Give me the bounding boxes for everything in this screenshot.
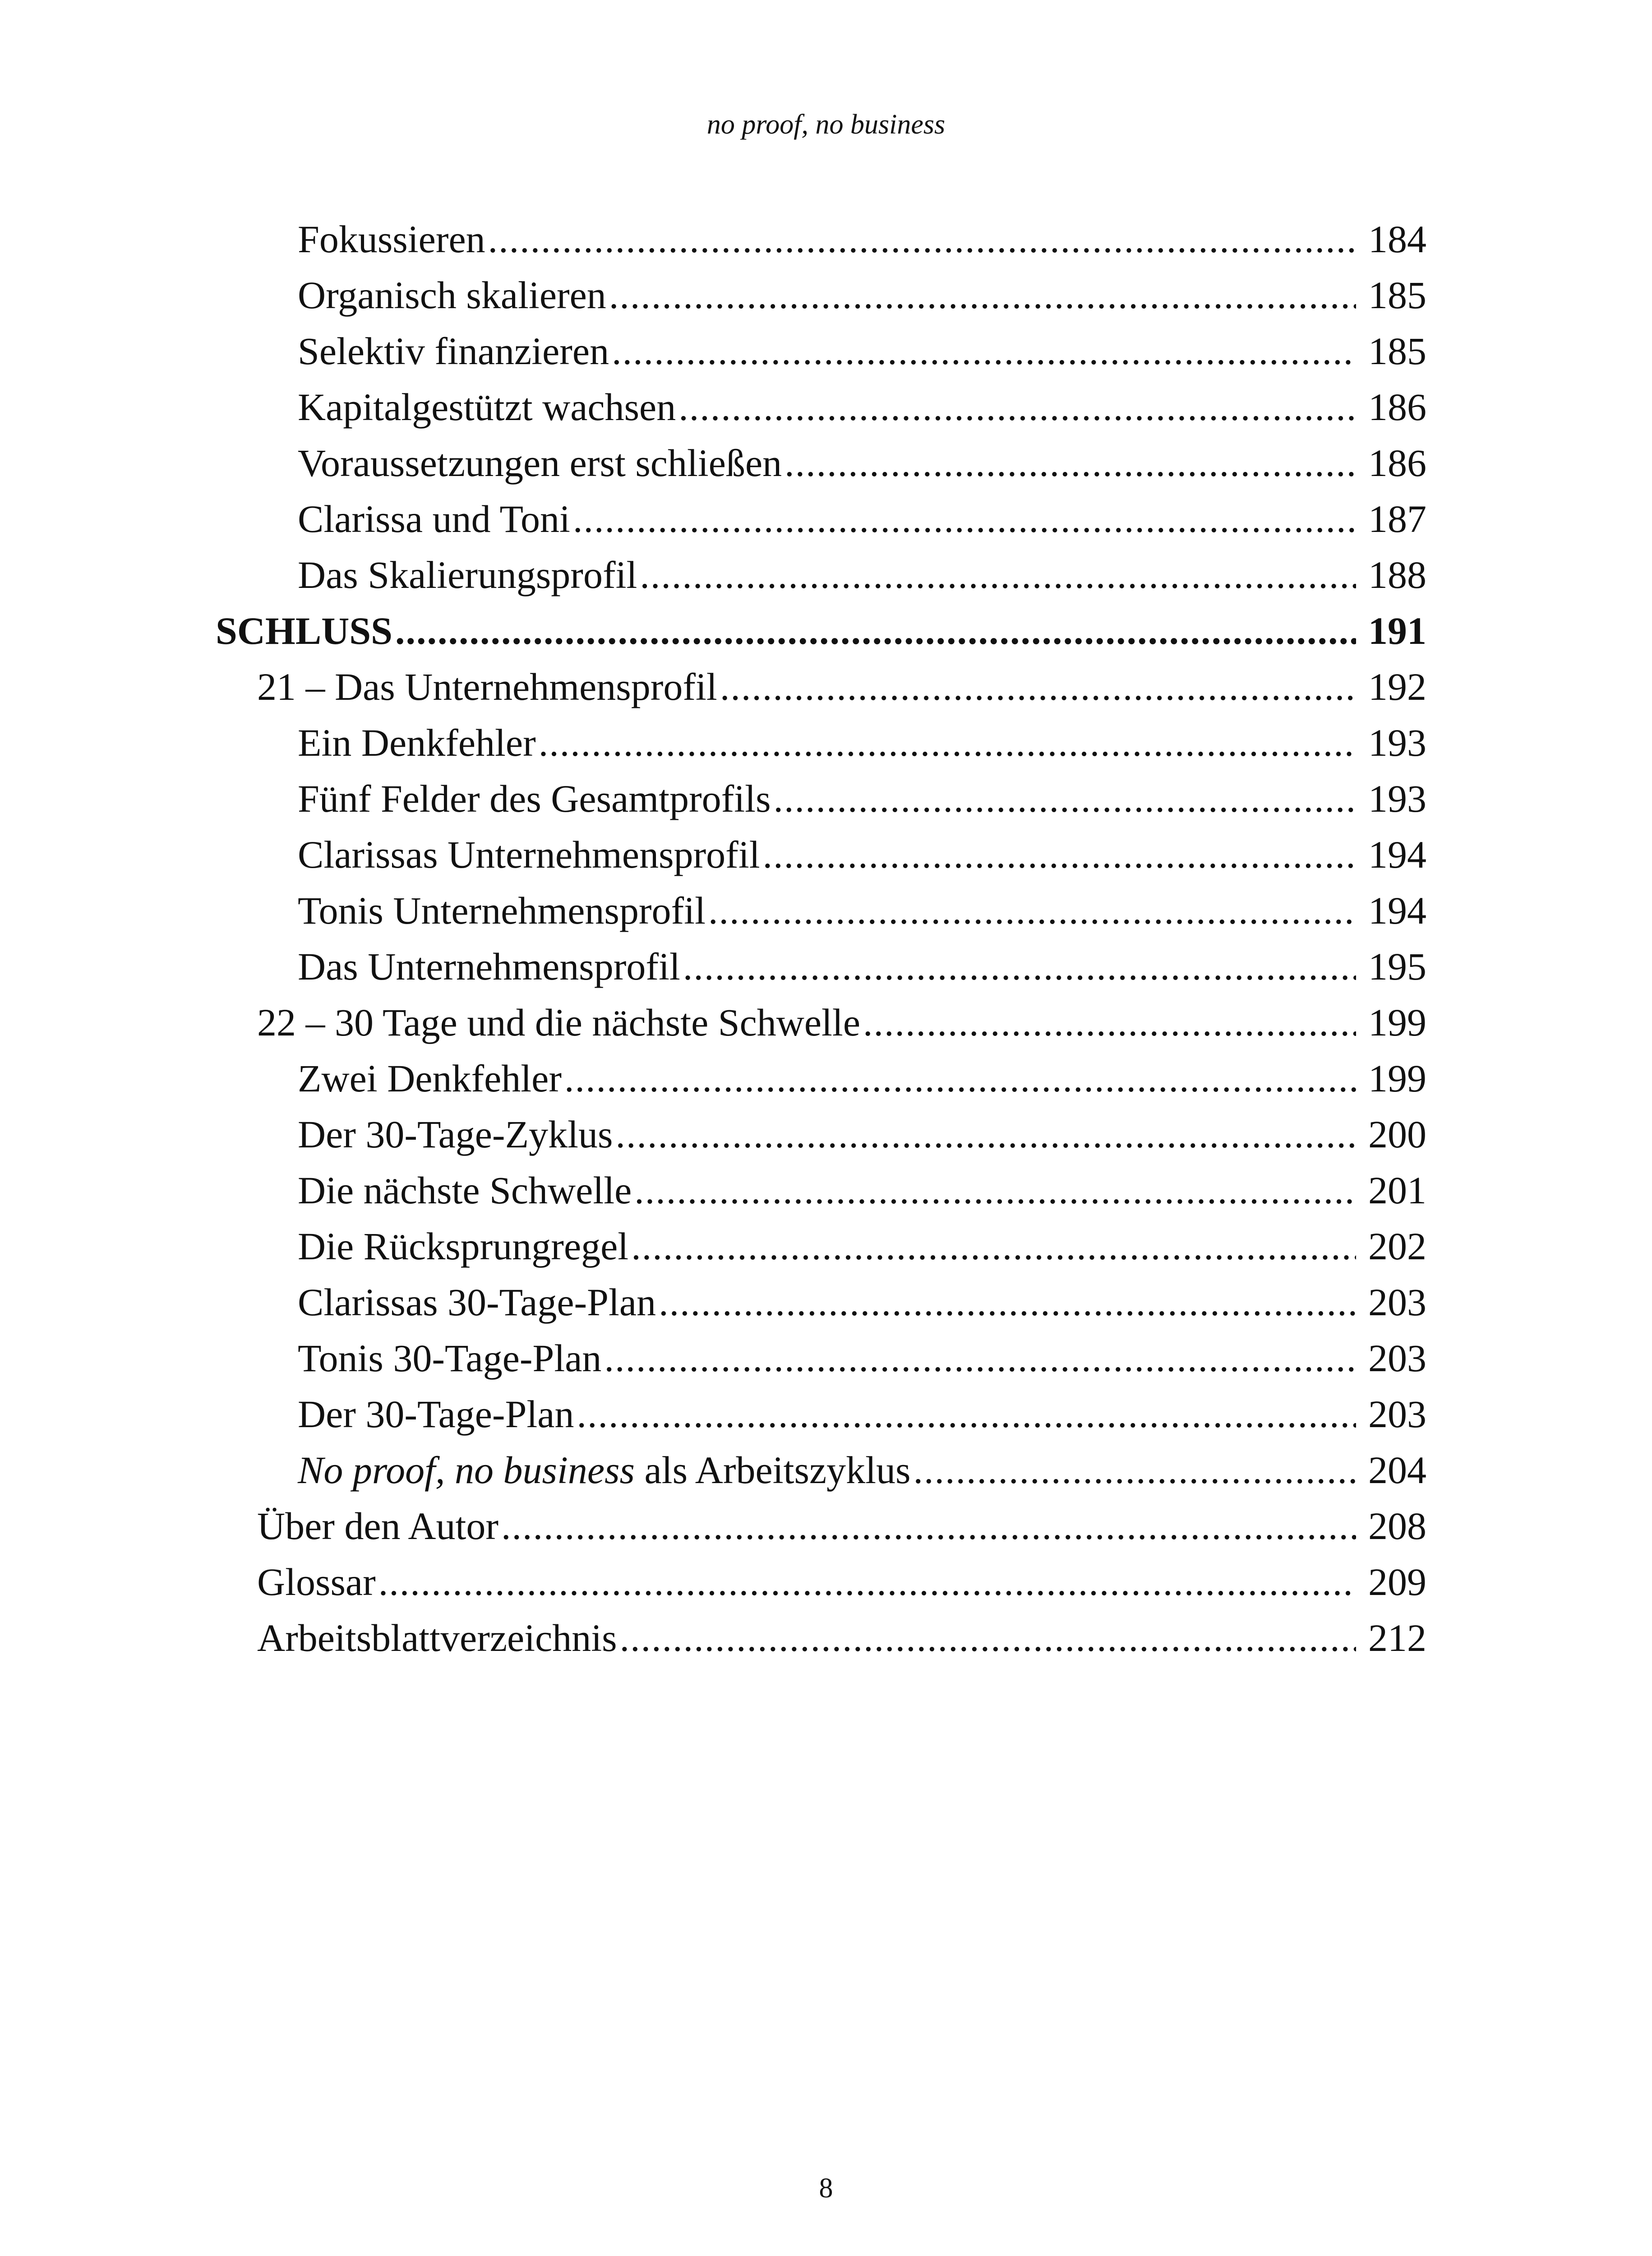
toc-entry[interactable] xyxy=(0,1610,1652,1666)
toc-entry-page: 192 xyxy=(1368,665,1426,708)
toc-entry-page: 184 xyxy=(1368,217,1426,261)
toc-entry-title: Tonis Unternehmensprofil xyxy=(298,889,706,932)
toc-entry-page: 188 xyxy=(1368,553,1426,596)
toc-entry[interactable] xyxy=(0,994,1652,1050)
dot-leader xyxy=(539,715,1356,771)
toc-entry-title: Das Unternehmensprofil xyxy=(298,945,680,988)
toc-entry[interactable] xyxy=(0,938,1652,994)
toc-entry[interactable] xyxy=(0,1106,1652,1162)
toc-entry-title: Voraussetzungen erst schließen xyxy=(298,441,782,485)
toc-entry[interactable] xyxy=(0,1498,1652,1554)
toc-entry-title: Fünf Felder des Gesamtprofils xyxy=(298,777,771,820)
dot-leader xyxy=(640,547,1356,603)
toc-entry-page: 185 xyxy=(1368,329,1426,373)
dot-leader xyxy=(488,211,1356,267)
toc-entry-page: 200 xyxy=(1368,1113,1426,1156)
toc-entry-page: 203 xyxy=(1368,1336,1426,1380)
toc-entry[interactable] xyxy=(0,883,1652,938)
toc-entry-title: Selektiv finanzieren xyxy=(298,329,609,373)
toc-entry-page: 194 xyxy=(1368,833,1426,876)
toc-entry[interactable] xyxy=(0,1162,1652,1218)
toc-entry-title: Arbeitsblattverzeichnis xyxy=(257,1616,617,1660)
toc-entry[interactable] xyxy=(0,827,1652,883)
page-number: 8 xyxy=(819,2173,833,2204)
toc-entry[interactable] xyxy=(0,1274,1652,1330)
toc-entry[interactable] xyxy=(0,211,1652,267)
toc-entry[interactable] xyxy=(0,715,1652,771)
dot-leader xyxy=(604,1330,1356,1386)
toc-entry-page: 193 xyxy=(1368,777,1426,820)
toc-entry[interactable] xyxy=(0,379,1652,435)
toc-entry[interactable] xyxy=(0,547,1652,603)
dot-leader xyxy=(615,1106,1356,1162)
toc-entry-page: 203 xyxy=(1368,1392,1426,1436)
dot-leader xyxy=(678,379,1356,435)
toc-entry[interactable] xyxy=(0,435,1652,491)
toc-entry-title: Kapitalgestützt wachsen xyxy=(298,385,676,429)
dot-leader xyxy=(720,659,1356,715)
dot-leader xyxy=(914,1442,1357,1498)
toc-entry-title: Der 30-Tage-Plan xyxy=(298,1392,574,1436)
dot-leader xyxy=(631,1218,1356,1274)
toc-entry-page: 199 xyxy=(1368,1001,1426,1044)
toc-entry[interactable] xyxy=(0,771,1652,827)
toc-entry-page: 201 xyxy=(1368,1169,1426,1212)
toc-entry-title xyxy=(298,1442,911,1498)
toc-entry[interactable] xyxy=(0,659,1652,715)
toc-entry-page: 209 xyxy=(1368,1560,1426,1604)
toc-entry-page: 204 xyxy=(1368,1448,1426,1492)
toc-entry-title: Das Skalierungsprofil xyxy=(298,553,637,596)
toc-entry-title: Zwei Denkfehler xyxy=(298,1057,562,1100)
toc-entry-page: 186 xyxy=(1368,441,1426,485)
toc-entry-page: 186 xyxy=(1368,385,1426,429)
toc-entry-page: 191 xyxy=(1368,609,1426,652)
table-of-contents xyxy=(0,211,1652,1666)
toc-entry-title: Der 30-Tage-Zyklus xyxy=(298,1113,613,1156)
toc-entry-title: 22 – 30 Tage und die nächste Schwelle xyxy=(257,1001,860,1044)
toc-entry[interactable] xyxy=(0,491,1652,547)
toc-entry[interactable] xyxy=(0,1218,1652,1274)
toc-entry-title: Clarissa und Toni xyxy=(298,497,570,541)
dot-leader xyxy=(620,1610,1356,1666)
toc-entry[interactable] xyxy=(0,1442,1652,1498)
toc-entry-title: Fokussieren xyxy=(298,217,485,261)
toc-entry-title-italic: No proof, no business xyxy=(298,1448,635,1492)
dot-leader xyxy=(501,1498,1356,1554)
toc-entry-title: Ein Denkfehler xyxy=(298,721,536,764)
toc-entry-page: 193 xyxy=(1368,721,1426,764)
dot-leader xyxy=(659,1274,1356,1330)
toc-entry-title: Die nächste Schwelle xyxy=(298,1169,632,1212)
dot-leader xyxy=(784,435,1356,491)
toc-entry-title: Tonis 30-Tage-Plan xyxy=(298,1336,602,1380)
toc-entry-title: Über den Autor xyxy=(257,1504,498,1548)
toc-entry-title: Organisch skalieren xyxy=(298,273,606,317)
toc-entry-page: 194 xyxy=(1368,889,1426,932)
toc-entry[interactable] xyxy=(0,267,1652,323)
toc-entry-title: Die Rücksprungregel xyxy=(298,1225,629,1268)
toc-entry-page: 212 xyxy=(1368,1616,1426,1660)
toc-entry-title: Clarissas 30-Tage-Plan xyxy=(298,1281,656,1324)
toc-entry-page: 203 xyxy=(1368,1281,1426,1324)
toc-entry-page: 199 xyxy=(1368,1057,1426,1100)
dot-leader xyxy=(612,323,1356,379)
toc-entry-title: 21 – Das Unternehmensprofil xyxy=(257,665,717,708)
running-header: no proof, no business xyxy=(706,109,946,140)
dot-leader xyxy=(683,938,1356,994)
toc-entry-title: Clarissas Unternehmensprofil xyxy=(298,833,760,876)
toc-entry[interactable] xyxy=(0,1554,1652,1610)
toc-entry[interactable] xyxy=(0,1330,1652,1386)
toc-entry[interactable] xyxy=(0,1050,1652,1106)
toc-entry-title: Glossar xyxy=(257,1560,376,1604)
dot-leader xyxy=(577,1386,1356,1442)
dot-leader xyxy=(395,603,1356,659)
dot-leader xyxy=(708,883,1356,938)
dot-leader xyxy=(763,827,1356,883)
toc-entry-page: 195 xyxy=(1368,945,1426,988)
toc-entry-page: 202 xyxy=(1368,1225,1426,1268)
dot-leader xyxy=(378,1554,1356,1610)
toc-entry-page: 187 xyxy=(1368,497,1426,541)
toc-entry-title-rest: als Arbeitszyklus xyxy=(635,1448,911,1492)
dot-leader xyxy=(634,1162,1356,1218)
dot-leader xyxy=(863,994,1356,1050)
dot-leader xyxy=(609,267,1356,323)
dot-leader xyxy=(573,491,1356,547)
toc-entry-page: 185 xyxy=(1368,273,1426,317)
dot-leader xyxy=(564,1050,1356,1106)
toc-entry[interactable] xyxy=(0,1386,1652,1442)
toc-entry-page: 208 xyxy=(1368,1504,1426,1548)
toc-entry[interactable] xyxy=(0,603,1652,659)
dot-leader xyxy=(774,771,1356,827)
toc-entry-title: SCHLUSS xyxy=(216,609,392,652)
toc-entry[interactable] xyxy=(0,323,1652,379)
